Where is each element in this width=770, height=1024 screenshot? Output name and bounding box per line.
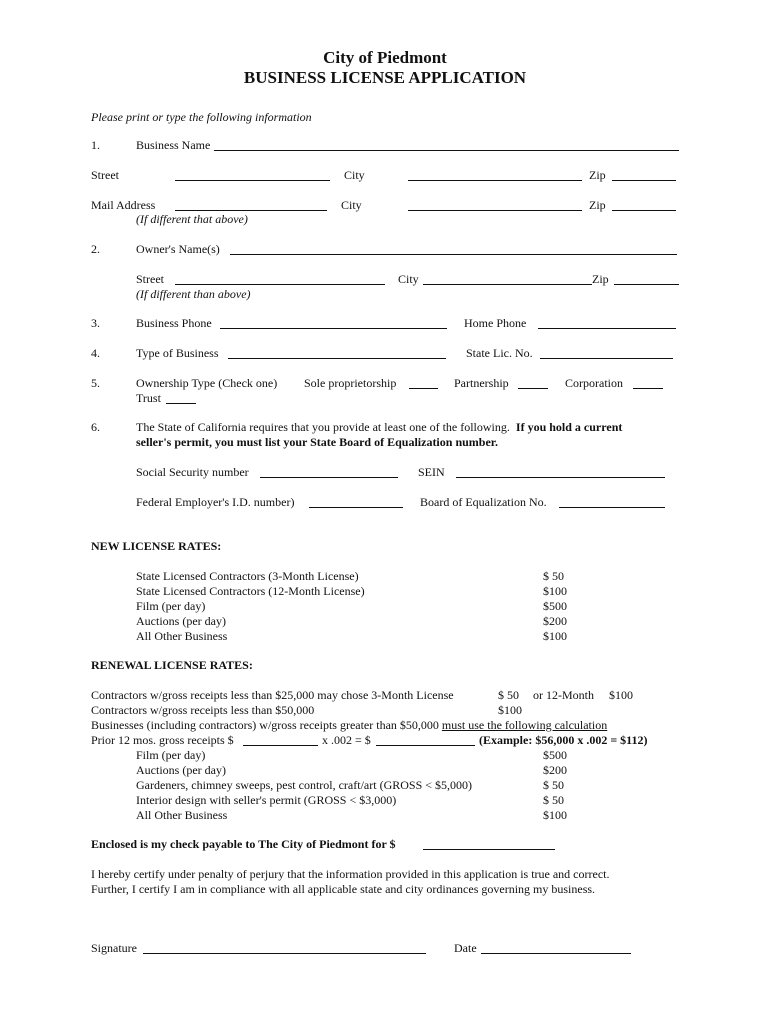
date-label: Date	[454, 941, 477, 955]
sein-label: SEIN	[418, 465, 445, 479]
gross-receipts-field[interactable]	[243, 745, 318, 746]
renewal-line-1-amount: $ 50	[498, 688, 519, 702]
renewal-line-2: Contractors w/gross receipts less than $50,000	[91, 703, 315, 717]
mail-address-label: Mail Address	[91, 198, 156, 212]
section-6-number: 6.	[91, 420, 100, 434]
sole-proprietorship-label: Sole proprietorship	[304, 376, 397, 390]
owner-address-note: (If different than above)	[136, 287, 251, 301]
renewal-line-1-or: or 12-Month	[533, 688, 594, 702]
renewal-rate-label: Auctions (per day)	[136, 763, 226, 777]
renewal-line-3-text: Businesses (including contractors) w/gross receipts greater than $50,000	[91, 718, 439, 732]
gross-calc-label: x .002 = $	[322, 733, 371, 747]
section-4-number: 4.	[91, 346, 100, 360]
home-phone-label: Home Phone	[464, 316, 527, 330]
ssn-label: Social Security number	[136, 465, 249, 479]
renewal-rate-label: Gardeners, chimney sweeps, pest control, craft/art (GROSS < $5,000)	[136, 778, 473, 792]
owner-city-field[interactable]	[423, 284, 592, 285]
renewal-line-2-amount: $100	[498, 703, 522, 717]
fein-field[interactable]	[309, 507, 403, 508]
new-rate-label: All Other Business	[136, 629, 228, 643]
date-field[interactable]	[481, 953, 631, 954]
mail-zip-label: Zip	[589, 198, 606, 212]
mail-address-field[interactable]	[175, 210, 327, 211]
certify-line-1: I hereby certify under penalty of perjury that the information provided in this application is true and correct.	[91, 867, 610, 881]
section-5-number: 5.	[91, 376, 100, 390]
signature-field[interactable]	[143, 953, 426, 954]
renewal-rate-label: All Other Business	[136, 808, 228, 822]
new-rate-amount: $200	[543, 614, 567, 628]
instruction-text: Please print or type the following information	[91, 110, 312, 124]
renewal-rate-amount: $100	[543, 808, 567, 822]
city-field[interactable]	[408, 180, 582, 181]
ownership-type-label: Ownership Type (Check one)	[136, 376, 278, 390]
trust-label: Trust	[136, 391, 161, 405]
home-phone-field[interactable]	[538, 328, 676, 329]
business-phone-label: Business Phone	[136, 316, 212, 330]
new-rate-amount: $100	[543, 629, 567, 643]
renewal-line-1: Contractors w/gross receipts less than $25,000 may chose 3-Month License	[91, 688, 454, 702]
state-lic-field[interactable]	[540, 358, 673, 359]
sole-proprietorship-checkbox[interactable]	[409, 388, 438, 389]
new-rate-label: State Licensed Contractors (3-Month License)	[136, 569, 359, 583]
section-6-text-bold: If you hold a current	[515, 420, 623, 434]
section-1-number: 1.	[91, 138, 100, 152]
signature-label: Signature	[91, 941, 137, 955]
mail-city-field[interactable]	[408, 210, 582, 211]
ssn-field[interactable]	[260, 477, 398, 478]
business-name-label: Business Name	[136, 138, 211, 152]
owner-city-label: City	[398, 272, 419, 286]
renewal-rate-amount: $500	[543, 748, 567, 762]
renewal-rate-amount: $200	[543, 763, 567, 777]
zip-label: Zip	[589, 168, 606, 182]
owner-street-label: Street	[136, 272, 164, 286]
form-title: BUSINESS LICENSE APPLICATION	[243, 68, 527, 87]
section-6-text	[136, 420, 622, 434]
trust-checkbox[interactable]	[166, 403, 196, 404]
enclosed-check-label: Enclosed is my check payable to The City of Piedmont for $	[91, 837, 396, 851]
city-title: City of Piedmont	[323, 48, 447, 67]
fein-label: Federal Employer's I.D. number)	[136, 495, 295, 509]
gross-receipts-label: Prior 12 mos. gross receipts $	[91, 733, 234, 747]
new-rate-label: State Licensed Contractors (12-Month License)	[136, 584, 365, 598]
owners-name-label: Owner's Name(s)	[136, 242, 220, 256]
renewal-line-3-underlined: must use the following calculation	[441, 718, 608, 732]
corporation-checkbox[interactable]	[633, 388, 663, 389]
section-2-number: 2.	[91, 242, 100, 256]
business-phone-field[interactable]	[220, 328, 447, 329]
owner-zip-field[interactable]	[614, 284, 679, 285]
street-label: Street	[91, 168, 119, 182]
owners-name-field[interactable]	[230, 254, 677, 255]
corporation-label: Corporation	[565, 376, 623, 390]
certify-line-2: Further, I certify I am in compliance with all applicable state and city ordinances governing my business.	[91, 882, 596, 896]
mail-address-note: (If different that above)	[136, 212, 248, 226]
type-of-business-field[interactable]	[228, 358, 446, 359]
new-rate-amount: $500	[543, 599, 567, 613]
new-rate-label: Film (per day)	[136, 599, 206, 613]
partnership-label: Partnership	[454, 376, 509, 390]
renewal-rates-heading: RENEWAL LICENSE RATES:	[91, 658, 253, 672]
renewal-rate-label: Film (per day)	[136, 748, 206, 762]
sein-field[interactable]	[456, 477, 665, 478]
renewal-rate-amount: $ 50	[543, 778, 564, 792]
boe-field[interactable]	[559, 507, 665, 508]
check-amount-field[interactable]	[423, 849, 555, 850]
new-rate-label: Auctions (per day)	[136, 614, 226, 628]
owner-street-field[interactable]	[175, 284, 385, 285]
renewal-rate-label: Interior design with seller's permit (GROSS < $3,000)	[136, 793, 397, 807]
new-rates-heading: NEW LICENSE RATES:	[91, 539, 222, 553]
owner-zip-label: Zip	[592, 272, 609, 286]
boe-label: Board of Equalization No.	[420, 495, 547, 509]
partnership-checkbox[interactable]	[518, 388, 548, 389]
renewal-line-1-amount-2: $100	[609, 688, 633, 702]
state-lic-label: State Lic. No.	[466, 346, 533, 360]
city-label: City	[344, 168, 365, 182]
section-6-text-normal: The State of California requires that you provide at least one of the following.	[136, 420, 510, 434]
mail-city-label: City	[341, 198, 362, 212]
zip-field[interactable]	[612, 180, 676, 181]
section-3-number: 3.	[91, 316, 100, 330]
type-of-business-label: Type of Business	[136, 346, 219, 360]
calc-example: (Example: $56,000 x .002 = $112)	[479, 733, 648, 747]
new-rate-amount: $100	[543, 584, 567, 598]
gross-calc-result-field[interactable]	[376, 745, 475, 746]
new-rate-amount: $ 50	[543, 569, 564, 583]
business-name-field[interactable]	[214, 150, 679, 151]
section-6-text-bold-line2: seller's permit, you must list your State Board of Equalization number.	[136, 435, 499, 449]
mail-zip-field[interactable]	[612, 210, 676, 211]
renewal-rate-amount: $ 50	[543, 793, 564, 807]
street-field[interactable]	[175, 180, 330, 181]
renewal-line-3	[91, 718, 607, 732]
